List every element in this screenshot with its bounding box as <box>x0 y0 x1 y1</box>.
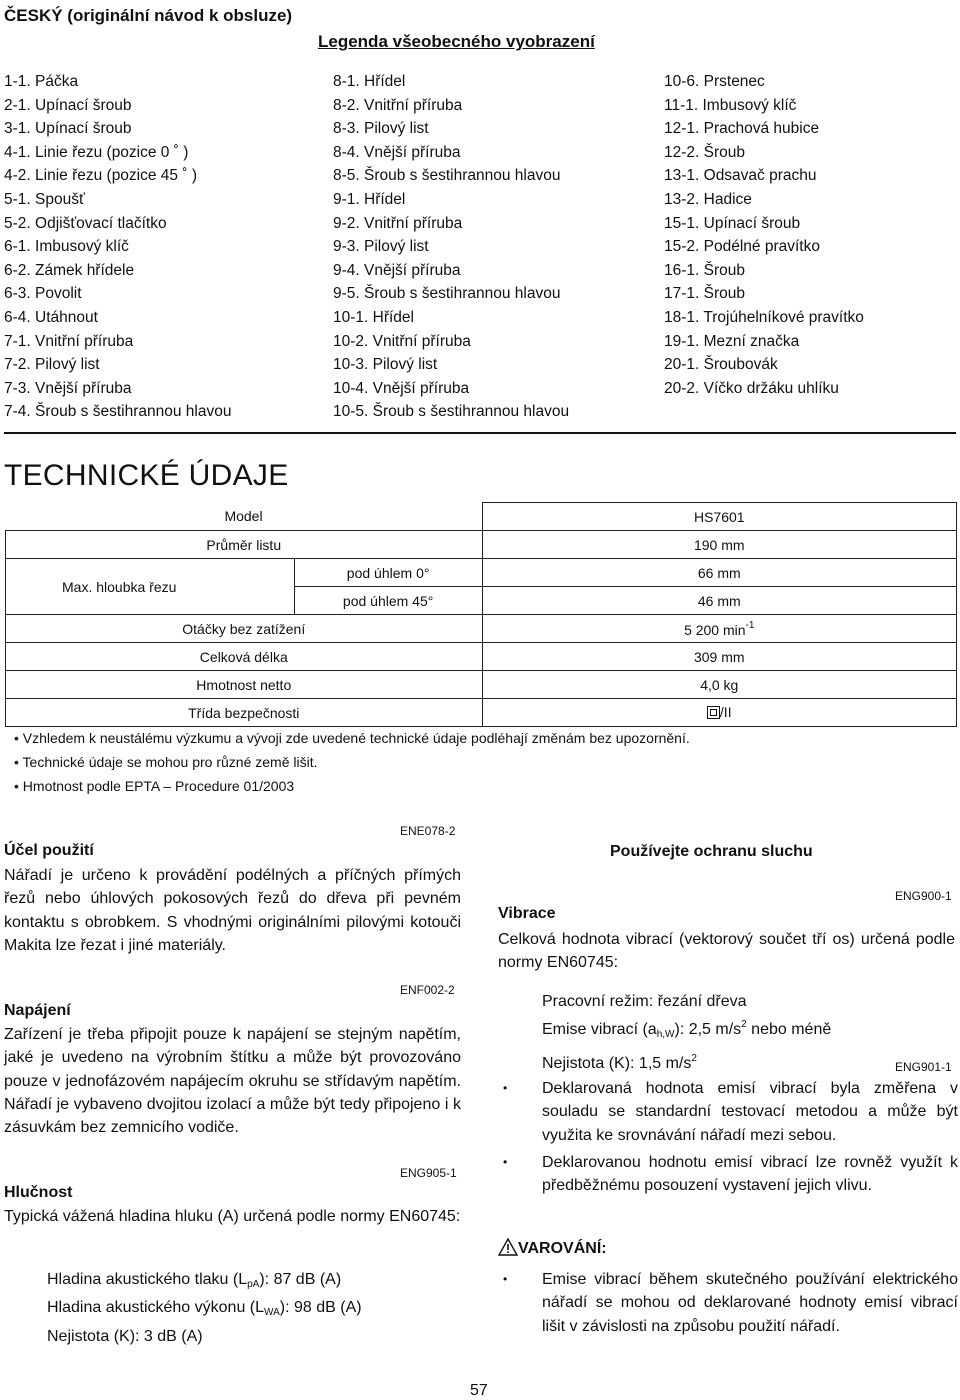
code-eng905: ENG905-1 <box>400 1166 457 1180</box>
legend-item: 2-1. Upínací šroub <box>4 96 132 114</box>
legend-item: 20-2. Víčko držáku uhlíku <box>664 379 839 397</box>
noise-text: Typická vážená hladina hluku (A) určená podle normy EN60745: <box>4 1208 461 1225</box>
bullet-dot: • <box>503 1272 508 1286</box>
legend-item: 7-3. Vnější příruba <box>4 379 132 397</box>
double-insulation-icon <box>707 706 720 722</box>
legend-title: Legenda všeobecného vyobrazení <box>318 32 595 51</box>
model-label: Model <box>6 503 483 531</box>
legend-item: 10-3. Pilový list <box>333 356 438 374</box>
speed-label: Otáčky bez zatížení <box>6 615 483 643</box>
safety-label: Třída bezpečnosti <box>6 699 483 727</box>
legend-item: 8-1. Hřídel <box>333 73 406 90</box>
noise-uncertainty: Nejistota (K): 3 dB (A) <box>47 1327 203 1345</box>
legend-item: 1-1. Páčka <box>4 73 79 90</box>
legend-item: 18-1. Trojúhelníkové pravítko <box>664 308 864 326</box>
legend-item: 8-5. Šroub s šestihrannou hlavou <box>333 167 561 185</box>
note-item: • Hmotnost podle EPTA – Procedure 01/2003 <box>14 774 690 798</box>
legend-item: 8-2. Vnitřní příruba <box>333 96 463 114</box>
legend-item: 5-2. Odjišťovací tlačítko <box>4 214 167 232</box>
use-text: Nářadí je určeno k provádění podélných a příčných přímých řezů nebo úhlových pokosových řezů do dřeva při pevném kontaktu s obrobkem. S vhodnými originálními pilovými kotouči Makita lze řezat i jiné materiály. <box>4 867 461 954</box>
use-title: Účel použití <box>4 842 94 859</box>
page-number: 57 <box>470 1382 488 1399</box>
legend-item: 9-2. Vnitřní příruba <box>333 214 463 232</box>
angle0-value: 66 mm <box>482 559 956 587</box>
legend-item: 17-1. Šroub <box>664 285 745 303</box>
legend-item: 8-3. Pilový list <box>333 120 429 138</box>
table-row <box>6 559 957 587</box>
table-row <box>6 671 957 699</box>
max-depth-label: Max. hloubka řezu <box>6 559 295 615</box>
safety-value: /II <box>482 699 956 727</box>
legend-item: 20-1. Šroubovák <box>664 356 778 374</box>
vibration-uncertainty: Nejistota (K): 1,5 $m/s^2$ <box>542 1052 697 1072</box>
legend-item: 4-2. Linie řezu (pozice 45 ˚ ) <box>4 167 197 185</box>
angle45-value: 46 mm <box>482 587 956 615</box>
legend-column-3 <box>664 70 864 400</box>
angle0-label: pod úhlem 0° <box>294 559 482 587</box>
legend-item: 7-4. Šroub s šestihrannou hlavou <box>4 403 232 421</box>
language-title: ČESKÝ (originální návod k obsluze) <box>4 6 293 25</box>
tech-notes <box>14 726 690 798</box>
legend-item: 6-2. Zámek hřídele <box>4 261 135 279</box>
legend-item: 15-2. Podélné pravítko <box>664 238 820 256</box>
legend-item: 9-1. Hřídel <box>333 190 406 208</box>
table-row <box>6 531 957 559</box>
legend-item: 9-5. Šroub s šestihrannou hlavou <box>333 285 561 303</box>
sound-pressure: Hladina akustického tlaku $(L_{pA})$: 87 dB (A) <box>47 1271 342 1290</box>
legend-column-1 <box>4 70 231 424</box>
legend-item: 12-2. Šroub <box>664 143 745 161</box>
weight-value: 4,0 kg <box>482 671 956 699</box>
legend-item: 7-2. Pilový list <box>4 356 100 374</box>
code-eng901: ENG901-1 <box>895 1060 952 1074</box>
legend-item: 13-2. Hadice <box>664 190 752 208</box>
warning-triangle-icon <box>498 1238 518 1261</box>
legend-item: 5-1. Spoušť <box>4 190 85 208</box>
code-enf002: ENF002-2 <box>400 983 455 997</box>
weight-label: Hmotnost netto <box>6 671 483 699</box>
code-eng900: ENG900-1 <box>895 889 952 903</box>
noise-values <box>47 1268 362 1348</box>
speed-value: 5 200 $\min^{-1}$ <box>482 615 956 643</box>
legend-item: 4-1. Linie řezu (pozice 0 ˚ ) <box>4 143 189 161</box>
warning-bullet: Emise vibrací během skutečného používání elektrického nářadí se mohou od deklarované hodnoty emisí vibrací lišit v závislosti na způsobu použití nářadí. <box>542 1271 958 1335</box>
tech-title: TECHNICKÉ ÚDAJE <box>4 459 289 492</box>
legend-item: 7-1. Vnitřní příruba <box>4 332 134 350</box>
legend-item: 6-1. Imbusový klíč <box>4 238 129 256</box>
legend-item: 10-2. Vnitřní příruba <box>333 332 471 350</box>
angle45-label: pod úhlem 45° <box>294 587 482 615</box>
vibration-title: Vibrace <box>498 905 556 922</box>
hearing-protection: Používejte ochranu sluchu <box>610 843 813 860</box>
legend-item: 10-6. Prstenec <box>664 73 765 90</box>
legend-item: 11-1. Imbusový klíč <box>664 96 797 114</box>
legend-item: 13-1. Odsavač prachu <box>664 167 817 185</box>
legend-item: 16-1. Šroub <box>664 261 745 279</box>
legend-item: 3-1. Upínací šroub <box>4 120 132 138</box>
length-label: Celková délka <box>6 643 483 671</box>
diameter-value: 190 mm <box>482 531 956 559</box>
diameter-label: Průměr listu <box>6 531 483 559</box>
legend-column-2 <box>333 70 569 424</box>
legend-item: 10-5. Šroub s šestihrannou hlavou <box>333 403 570 421</box>
specs-table <box>5 502 957 727</box>
bullet-dot: • <box>503 1081 508 1095</box>
vibration-values <box>542 990 831 1075</box>
bullet-dot: • <box>503 1155 508 1169</box>
vibration-emission: Emise vibrací $(a_{h,W})$: 2,5 $m/s^2$ nebo méně <box>542 1019 832 1041</box>
legend-item: 10-4. Vnější příruba <box>333 379 470 397</box>
legend-item: 12-1. Prachová hubice <box>664 120 820 138</box>
table-row <box>6 643 957 671</box>
model-value: HS7601 <box>482 503 956 531</box>
note-item: • Vzhledem k neustálému výzkumu a vývoji zde uvedené technické údaje podléhají změnám bez upozornění. <box>14 726 690 750</box>
legend-item: 10-1. Hřídel <box>333 308 414 326</box>
vibration-text: Celková hodnota vibrací (vektorový součet tří os) určená podle normy EN60745: <box>498 931 955 972</box>
power-text: Zařízení je třeba připojit pouze k napájení se stejným napětím, jaké je uvedeno na výrobním štítku a může být provozováno pouze v jednofázovém napájecím okruhu se střídavým napětím. Nářadí je vybaveno dvojitou izolací a může být tedy připojeno i k zásuvkám bez zemnicího vodiče. <box>4 1026 461 1137</box>
table-row <box>6 615 957 643</box>
code-ene078: ENE078-2 <box>400 824 456 838</box>
legend-item: 6-3. Povolit <box>4 285 82 303</box>
legend-item: 15-1. Upínací šroub <box>664 214 801 232</box>
legend-item: 8-4. Vnější příruba <box>333 143 461 161</box>
note-item: • Technické údaje se mohou pro různé země lišit. <box>14 750 690 774</box>
work-mode: Pracovní režim: řezání dřeva <box>542 993 747 1010</box>
section-divider <box>4 432 956 434</box>
legend-item: 6-4. Utáhnout <box>4 308 98 326</box>
power-title: Napájení <box>4 1002 71 1019</box>
warning-heading: VAROVÁNÍ: <box>498 1238 607 1261</box>
sound-power: Hladina akustického výkonu $(L_{WA})$: 98 dB (A) <box>47 1299 362 1319</box>
legend-item: 19-1. Mezní značka <box>664 332 800 350</box>
legend-item: 9-4. Vnější příruba <box>333 261 461 279</box>
vibration-bullet-1: Deklarovaná hodnota emisí vibrací byla změřena v souladu se standardní testovací metodou a může být využita ke srovnávání nářadí mezi sebou. <box>542 1080 958 1144</box>
legend-item: 9-3. Pilový list <box>333 238 429 256</box>
vibration-bullet-2: Deklarovanou hodnotu emisí vibrací lze rovněž využít k předběžnému posouzení vystavení jejich vlivu. <box>542 1154 958 1195</box>
length-value: 309 mm <box>482 643 956 671</box>
table-row <box>6 503 957 531</box>
table-row <box>6 699 957 727</box>
noise-title: Hlučnost <box>4 1184 73 1201</box>
